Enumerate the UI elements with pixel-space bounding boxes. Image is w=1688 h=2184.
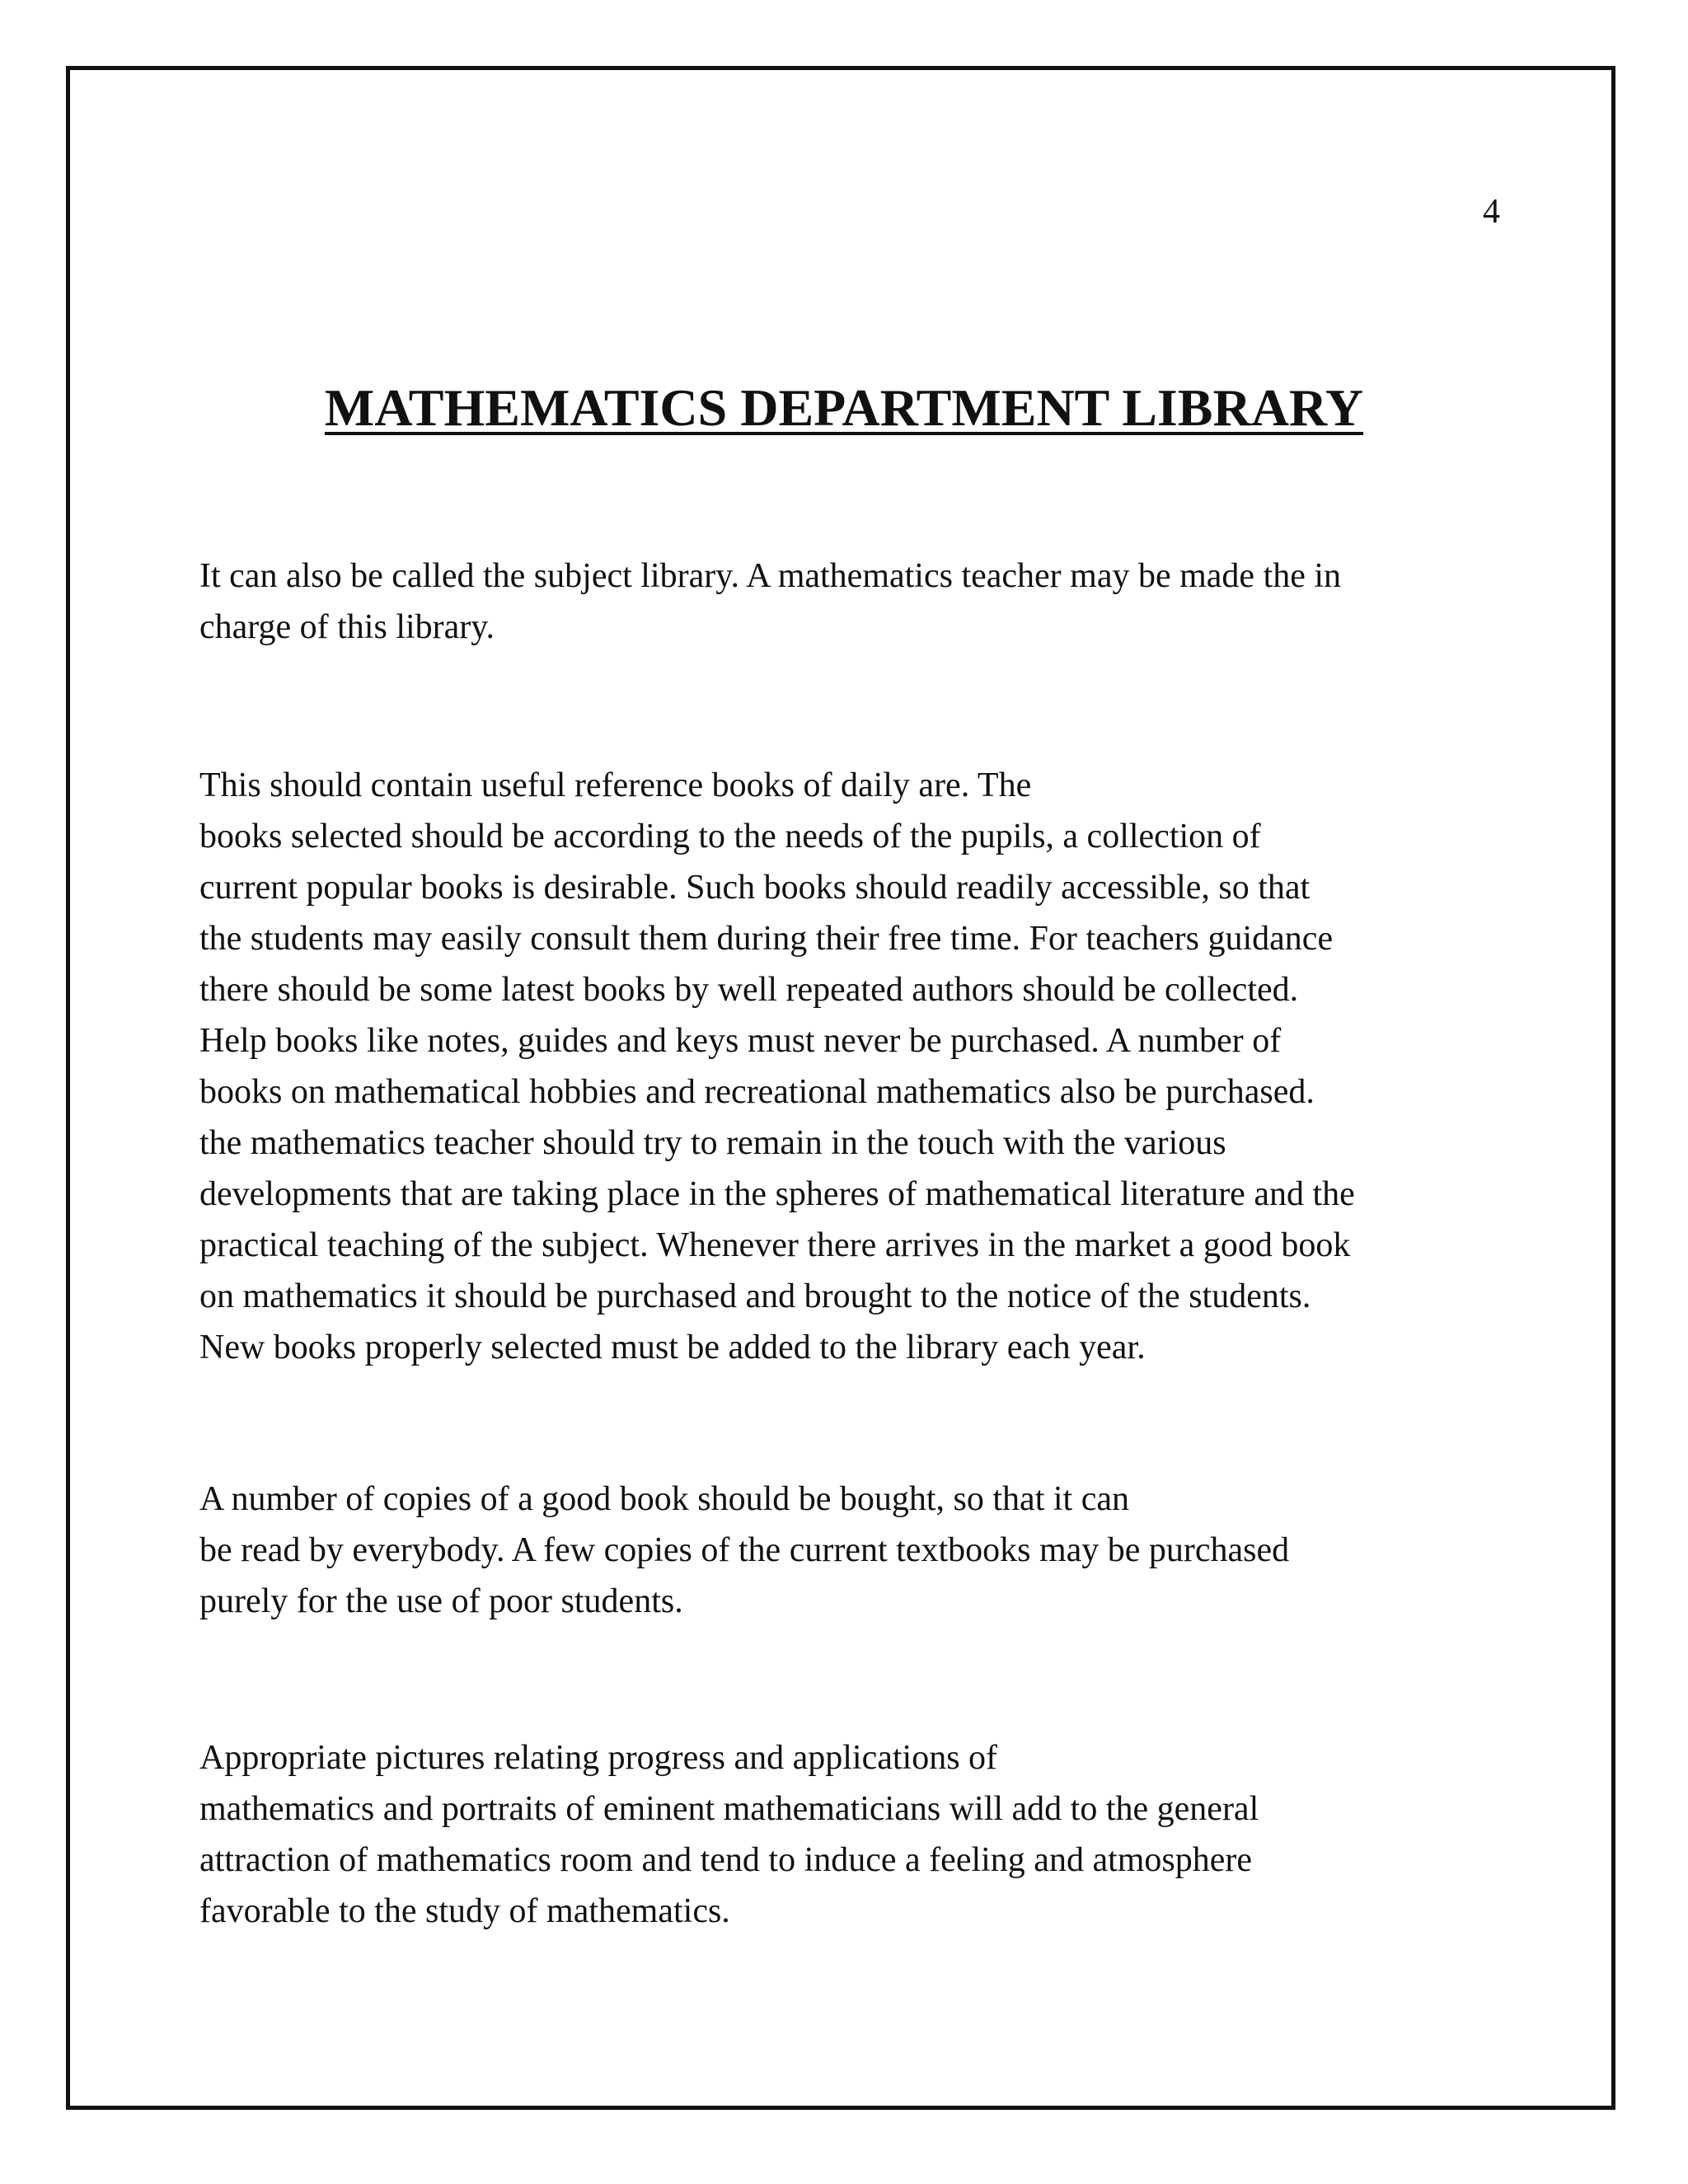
paragraph-intro: It can also be called the subject library. A mathematics teacher may be made the in charge of this library. [199, 557, 1342, 646]
page-title-text: MATHEMATICS DEPARTMENT LIBRARY [324, 378, 1364, 437]
paragraph-pictures: Appropriate pictures relating progress and applications of mathematics and portraits of eminent mathematicians will add to the general attraction of mathematics room and tend to induce a feeling and atmosphere favorable to the study of mathematics. [199, 1739, 1259, 1930]
paragraph-copies: A number of copies of a good book should be bought, so that it can be read by everybody. A few copies of the current textbooks may be purchased purely for the use of poor students. [199, 1480, 1290, 1620]
paragraph-reference-books: This should contain useful reference books of daily are. The books selected should be according to the needs of the pupils, a collection of current popular books is desirable. Such books should readily accessible, so that the students may easily consult them during their free time. For teachers guidance there should be some latest books by well repeated authors should be collected. Help books like notes, guides and keys must never be purchased. A number of books on mathematical hobbies and recreational mathematics also be purchased. the mathematics teacher should try to remain in the touch with the various developments that are taking place in the spheres of mathematical literature and the practical teaching of the subject. Whenever there arrives in the market a good book on mathematics it should be purchased and brought to the notice of the students. New books properly selected must be added to the library each year. [199, 766, 1355, 1366]
page-number: 4 [1483, 193, 1500, 231]
page-title [0, 379, 1688, 437]
